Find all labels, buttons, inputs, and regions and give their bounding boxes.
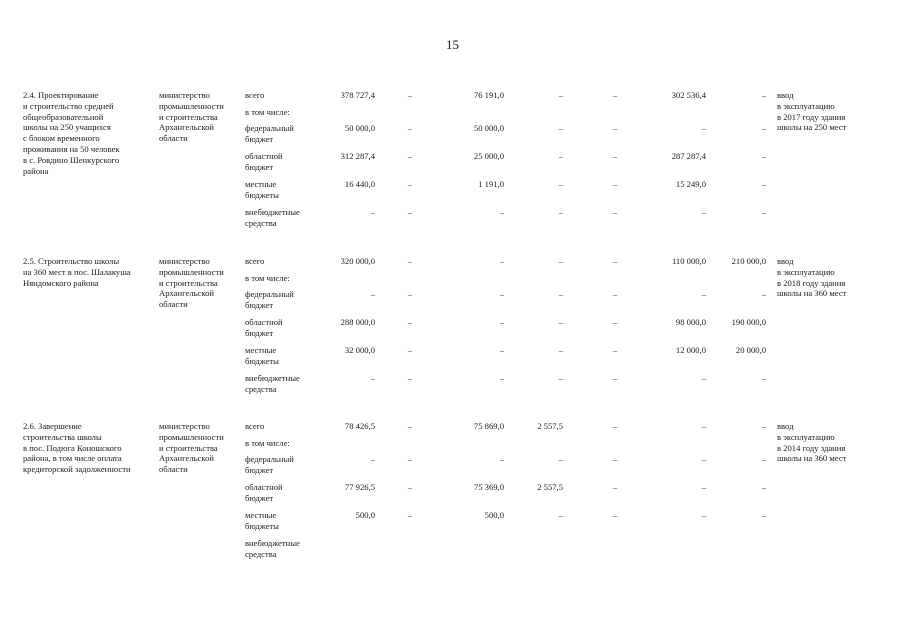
value-col-2: 75 369,0 [473, 482, 504, 492]
value-col-5: – [701, 510, 706, 520]
value-col-4: – [612, 289, 618, 299]
funding-row [0, 289, 905, 313]
value-col-4: – [612, 482, 618, 492]
value-col-6: 190 000,0 [731, 317, 766, 327]
value-col-1: – [407, 151, 413, 161]
value-col-6: – [761, 90, 766, 100]
funding-row [0, 317, 905, 341]
value-col-4: – [612, 207, 618, 217]
value-col-4: – [612, 345, 618, 355]
executor-name: министерство промышленности и строительства Архангельской области [159, 256, 224, 310]
value-col-1: – [407, 317, 413, 327]
value-col-2: – [499, 289, 504, 299]
value-col-3: – [558, 289, 563, 299]
measure-name: 2.6. Завершение строительства школы в пос. Подюга Коношского района, в том числе оплата кредиторской задолженности [23, 421, 131, 475]
funding-source: местные бюджеты [245, 345, 279, 366]
value-col-6: 20 000,0 [735, 345, 766, 355]
value-col-5: – [701, 373, 706, 383]
value-col-6: – [761, 373, 766, 383]
funding-row [0, 123, 905, 147]
funding-source: всего [245, 421, 265, 431]
funding-source: в том числе: [245, 438, 290, 448]
funding-source: областной бюджет [245, 482, 283, 503]
page-number: 15 [446, 37, 459, 52]
measure-name: 2.4. Проектирование и строительство средней общеобразовательной школы на 250 учащихся с блоком временного проживания на 50 человек в с. Ровдино Шенкурского района [23, 90, 120, 176]
value-col-6: – [761, 151, 766, 161]
value-col-2: – [499, 345, 504, 355]
value-col-4: – [612, 179, 618, 189]
value-col-3: – [558, 317, 563, 327]
funding-row [0, 373, 905, 397]
value-col-2: – [499, 207, 504, 217]
value-col-1: – [407, 454, 413, 464]
value-col-4: – [612, 510, 618, 520]
value-col-1: – [407, 90, 413, 100]
value-col-3: – [558, 151, 563, 161]
value-total: 16 440,0 [344, 179, 375, 189]
value-col-1: – [407, 373, 413, 383]
executor-name: министерство промышленности и строительства Архангельской области [159, 421, 224, 475]
value-col-5: 15 249,0 [675, 179, 706, 189]
value-col-4: – [612, 256, 618, 266]
value-col-2: 50 000,0 [473, 123, 504, 133]
funding-row [0, 538, 905, 562]
value-col-1: – [407, 207, 413, 217]
value-total: 500,0 [355, 510, 375, 520]
expected-result: ввод в эксплуатацию в 2018 году здания школы на 360 мест [777, 256, 847, 299]
funding-source: областной бюджет [245, 151, 283, 172]
funding-source: местные бюджеты [245, 179, 279, 200]
value-col-3: – [558, 345, 563, 355]
value-total: 320 000,0 [340, 256, 375, 266]
funding-row [0, 179, 905, 203]
value-col-2: 75 869,0 [473, 421, 504, 431]
value-col-4: – [612, 151, 618, 161]
funding-row [0, 345, 905, 369]
value-col-2: – [499, 256, 504, 266]
value-col-3: 2 557,5 [537, 482, 563, 492]
value-col-5: – [701, 421, 706, 431]
funding-row [0, 207, 905, 231]
value-col-5: – [701, 289, 706, 299]
value-col-3: – [558, 179, 563, 189]
funding-source: областной бюджет [245, 317, 283, 338]
value-col-6: – [761, 454, 766, 464]
value-col-3: – [558, 256, 563, 266]
value-total: 50 000,0 [344, 123, 375, 133]
value-col-4: – [612, 421, 618, 431]
value-total: – [370, 454, 375, 464]
value-total: 288 000,0 [340, 317, 375, 327]
value-col-1: – [407, 256, 413, 266]
funding-row [0, 151, 905, 175]
funding-row [0, 482, 905, 506]
funding-source: федеральный бюджет [245, 123, 294, 144]
funding-source: внебюджетные средства [245, 373, 300, 394]
value-col-1: – [407, 482, 413, 492]
value-total: 32 000,0 [344, 345, 375, 355]
funding-source: федеральный бюджет [245, 454, 294, 475]
value-col-1: – [407, 510, 413, 520]
value-col-1: – [407, 289, 413, 299]
value-col-2: 1 191,0 [478, 179, 504, 189]
value-col-2: – [499, 373, 504, 383]
value-col-4: – [612, 373, 618, 383]
value-col-2: 76 191,0 [473, 90, 504, 100]
value-col-4: – [612, 454, 618, 464]
value-col-6: – [761, 179, 766, 189]
value-total: – [370, 289, 375, 299]
value-col-6: – [761, 510, 766, 520]
funding-source: внебюджетные средства [245, 207, 300, 228]
value-col-4: – [612, 317, 618, 327]
value-col-6: 210 000,0 [731, 256, 766, 266]
value-col-6: – [761, 482, 766, 492]
funding-source: всего [245, 256, 265, 266]
value-col-3: – [558, 454, 563, 464]
value-col-1: – [407, 179, 413, 189]
value-col-5: 12 000,0 [675, 345, 706, 355]
value-col-6: – [761, 289, 766, 299]
value-col-3: – [558, 123, 563, 133]
value-col-6: – [761, 207, 766, 217]
value-col-3: – [558, 510, 563, 520]
value-col-5: 98 000,0 [675, 317, 706, 327]
executor-name: министерство промышленности и строительства Архангельской области [159, 90, 224, 144]
value-col-4: – [612, 90, 618, 100]
value-total: 312 287,4 [340, 151, 375, 161]
value-col-2: – [499, 454, 504, 464]
value-col-5: – [701, 482, 706, 492]
funding-source: местные бюджеты [245, 510, 279, 531]
value-col-5: 110 000,0 [671, 256, 706, 266]
funding-source: в том числе: [245, 273, 290, 283]
value-col-5: – [701, 454, 706, 464]
value-col-3: – [558, 207, 563, 217]
funding-row [0, 454, 905, 478]
value-col-4: – [612, 123, 618, 133]
value-col-3: – [558, 373, 563, 383]
value-total: – [370, 373, 375, 383]
value-col-1: – [407, 421, 413, 431]
funding-row [0, 510, 905, 534]
value-col-5: – [701, 123, 706, 133]
funding-source: всего [245, 90, 265, 100]
measure-name: 2.5. Строительство школы на 360 мест в пос. Шалакуша Няндомского района [23, 256, 131, 288]
value-col-2: 25 000,0 [473, 151, 504, 161]
funding-source: федеральный бюджет [245, 289, 294, 310]
value-total: 77 926,5 [344, 482, 375, 492]
value-col-3: 2 557,5 [537, 421, 563, 431]
expected-result: ввод в эксплуатацию в 2017 году здания школы на 250 мест [777, 90, 847, 133]
value-col-1: – [407, 345, 413, 355]
value-col-3: – [558, 90, 563, 100]
value-col-6: – [761, 421, 766, 431]
funding-source: в том числе: [245, 107, 290, 117]
value-col-5: – [701, 207, 706, 217]
funding-source: внебюджетные средства [245, 538, 300, 559]
value-col-2: – [499, 317, 504, 327]
value-col-6: – [761, 123, 766, 133]
value-col-2: 500,0 [484, 510, 504, 520]
expected-result: ввод в эксплуатацию в 2014 году здания школы на 360 мест [777, 421, 847, 464]
value-total: 78 426,5 [344, 421, 375, 431]
value-total: 378 727,4 [340, 90, 375, 100]
value-col-5: 287 287,4 [671, 151, 706, 161]
value-col-5: 302 536,4 [671, 90, 706, 100]
value-total: – [370, 207, 375, 217]
value-col-1: – [407, 123, 413, 133]
